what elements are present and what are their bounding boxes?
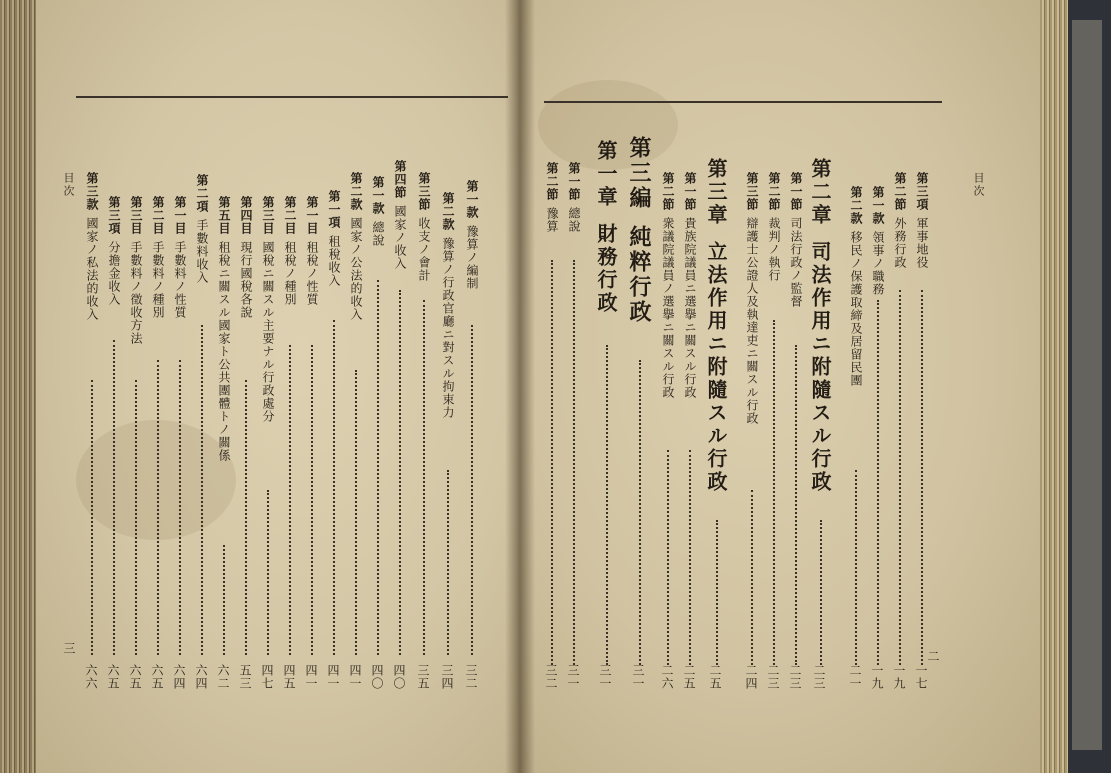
toc-entry: 第一款豫算ノ編制 <box>465 180 479 290</box>
toc-page-number: 二三 <box>788 664 802 690</box>
leader-dots <box>423 300 425 655</box>
leader-dots <box>820 520 822 665</box>
leader-dots <box>855 470 857 665</box>
paper-stain <box>76 420 236 540</box>
toc-entry: 第二目租稅ノ種別 <box>283 196 297 306</box>
right-page <box>518 0 1044 773</box>
toc-page-number: 一七 <box>914 664 928 690</box>
toc-page-number: 六五 <box>128 664 142 690</box>
leader-dots <box>667 450 669 665</box>
leader-dots <box>639 360 641 665</box>
leader-dots <box>877 300 879 665</box>
toc-page-number: 四五 <box>282 664 296 690</box>
toc-page-number: 四〇 <box>370 664 384 690</box>
toc-page-number: 三一 <box>631 664 645 690</box>
folio-number: 三 <box>62 642 76 655</box>
toc-page-number: 二三 <box>812 664 826 690</box>
toc-page-number: 三二 <box>544 664 558 690</box>
chapter-heading: 第一章財務行政 <box>594 140 618 315</box>
leader-dots <box>899 290 901 665</box>
toc-page-number: 二三 <box>766 664 780 690</box>
leader-dots <box>795 345 797 665</box>
endpaper <box>1072 20 1102 750</box>
leader-dots <box>573 260 575 665</box>
toc-page-number: 二四 <box>744 664 758 690</box>
leader-dots <box>716 520 718 665</box>
toc-entry: 第三項軍事地役 <box>915 172 929 269</box>
toc-page-number: 三一 <box>566 664 580 690</box>
top-rule <box>544 101 942 103</box>
toc-entry: 第二款豫算ノ行政官廳ニ對スル拘束力 <box>441 192 455 419</box>
leader-dots <box>113 340 115 655</box>
leader-dots <box>201 325 203 655</box>
leader-dots <box>399 290 401 655</box>
chapter-heading: 第二章司法作用ニ附隨スル行政 <box>808 158 832 494</box>
toc-entry: 第三款國家ノ私法的收入 <box>85 172 99 321</box>
running-header: 目次 <box>62 172 75 198</box>
toc-entry: 第一節總說 <box>567 162 581 233</box>
toc-entry: 第二節裁判ノ執行 <box>767 172 781 282</box>
leader-dots <box>355 370 357 655</box>
book-gutter <box>505 0 535 773</box>
toc-page-number: 三一 <box>598 664 612 690</box>
toc-entry: 第一目租稅ノ性質 <box>305 196 319 306</box>
toc-entry: 第二款移民ノ保護取締及居留民團 <box>849 186 863 387</box>
leader-dots <box>91 380 93 655</box>
leader-dots <box>267 490 269 655</box>
toc-page-number: 六四 <box>172 664 186 690</box>
toc-page-number: 二五 <box>682 664 696 690</box>
leader-dots <box>333 320 335 655</box>
leader-dots <box>773 320 775 665</box>
leader-dots <box>551 260 553 665</box>
leader-dots <box>223 545 225 655</box>
toc-page-number: 六二 <box>216 664 230 690</box>
toc-page-number: 四一 <box>348 664 362 690</box>
leader-dots <box>179 360 181 655</box>
toc-entry: 第一款總說 <box>371 176 385 247</box>
toc-entry: 第二節豫算 <box>545 162 559 233</box>
left-page <box>36 0 522 773</box>
leader-dots <box>471 325 473 655</box>
toc-page-number: 二五 <box>708 664 722 690</box>
toc-entry: 第二目手數料ノ種別 <box>151 196 165 319</box>
chapter-heading: 第三章立法作用ニ附隨スル行政 <box>704 158 728 494</box>
leader-dots <box>157 360 159 655</box>
leader-dots <box>751 490 753 665</box>
toc-entry: 第三節辯護士公證人及執達吏ニ關スル行政 <box>745 172 759 425</box>
toc-page-number: 一九 <box>892 664 906 690</box>
toc-entry: 第三節收支ノ會計 <box>417 172 431 282</box>
leader-dots <box>289 345 291 655</box>
leader-dots <box>245 380 247 655</box>
toc-page-number: 四七 <box>260 664 274 690</box>
toc-page-number: 二一 <box>848 664 862 690</box>
toc-entry: 第二款國家ノ公法的收入 <box>349 172 363 321</box>
toc-entry: 第二節外務行政 <box>893 172 907 269</box>
running-header: 目次 <box>972 172 985 198</box>
toc-entry: 第一項租稅收入 <box>327 190 341 287</box>
leader-dots <box>921 290 923 665</box>
toc-page-number: 六五 <box>150 664 164 690</box>
page-edges-left <box>0 0 40 773</box>
leader-dots <box>135 380 137 655</box>
toc-entry: 第四節國家ノ收入 <box>393 160 407 270</box>
toc-page-number: 五三 <box>238 664 252 690</box>
toc-page-number: 二六 <box>660 664 674 690</box>
toc-page-number: 四〇 <box>392 664 406 690</box>
leader-dots <box>447 470 449 655</box>
toc-page-number: 四一 <box>304 664 318 690</box>
toc-page-number: 一九 <box>870 664 884 690</box>
toc-entry: 第三目手數料ノ徵收方法 <box>129 196 143 345</box>
part-heading: 第三編純粹行政 <box>626 136 652 325</box>
folio-number: 二 <box>926 650 940 663</box>
page-edges-right <box>1040 0 1068 773</box>
toc-entry: 第一節司法行政ノ監督 <box>789 172 803 308</box>
top-rule <box>76 96 508 98</box>
toc-page-number: 六六 <box>84 664 98 690</box>
toc-page-number: 四一 <box>326 664 340 690</box>
toc-entry: 第二節衆議院議員ノ選擧ニ關スル行政 <box>661 172 675 399</box>
toc-page-number: 六四 <box>194 664 208 690</box>
toc-entry: 第三項分擔金收入 <box>107 196 121 306</box>
toc-entry: 第一節貴族院議員ニ選擧ニ關スル行政 <box>683 172 697 399</box>
toc-page-number: 三五 <box>416 664 430 690</box>
toc-page-number: 六五 <box>106 664 120 690</box>
leader-dots <box>311 345 313 655</box>
leader-dots <box>689 450 691 665</box>
toc-entry: 第五目租稅ニ關スル國家ト公共團體トノ關係 <box>217 196 231 462</box>
toc-entry: 第一款領事ノ職務 <box>871 186 885 296</box>
toc-entry: 第三目國稅ニ關スル主要ナル行政處分 <box>261 196 275 423</box>
toc-entry: 第四目現行國稅各說 <box>239 196 253 319</box>
leader-dots <box>377 280 379 655</box>
toc-entry: 第二項手數料收入 <box>195 174 209 284</box>
leader-dots <box>606 345 608 665</box>
toc-entry: 第一目手數料ノ性質 <box>173 196 187 319</box>
toc-page-number: 三四 <box>440 664 454 690</box>
toc-page-number: 三二 <box>464 664 478 690</box>
